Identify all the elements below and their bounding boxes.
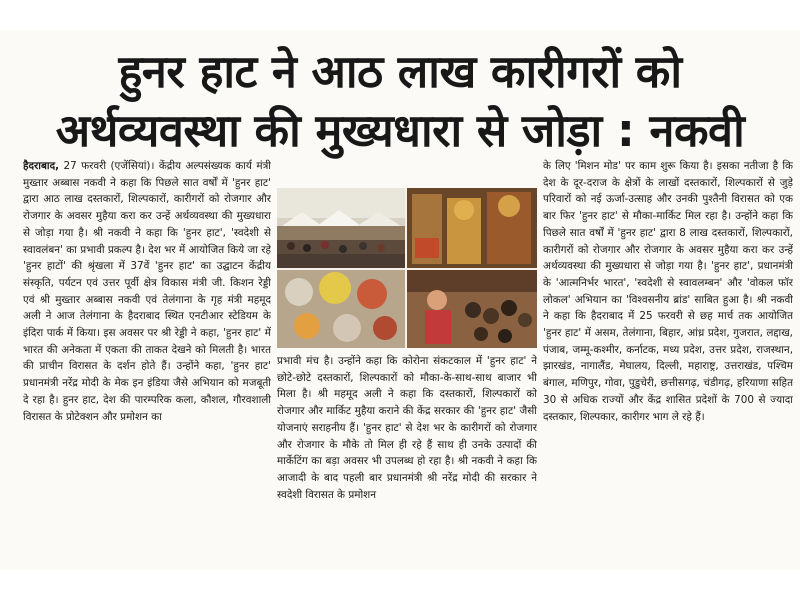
article-column-2 (277, 353, 537, 568)
article-column-1 (23, 158, 271, 568)
article-column-3 (543, 158, 793, 568)
column-3-text: के लिए 'मिशन मोड' पर काम शुरू किया है। इसका नतीजा है कि देश के दूर-दराज के क्षेत्रों के लाखों दस्तकारों, शिल्पकारों से जुड़े परिवारों को नई ऊर्जा-उत्साह और उनकी पुश्तैनी विरासत को एक बार फिर 'हुनर हाट' से मौका-मार्किट मिल रहा है। उन्होंने कहा कि पिछले सात वर्षों में 'हुनर हाट' द्वारा 8 लाख दस्तकारों, शिल्पकारों, कारीगरों को रोजगार और रोजगार के अवसर मुहैया करा कर उन्हें अर्थव्यवस्था की मुख्यधारा से जोड़ा गया है। 'हुनर हाट', प्रधानमंत्री के 'आत्मनिर्भर भारत', 'स्वदेशी से स्वावलम्बन' और 'वोकल फॉर लोकल' अभियान का 'विश्वसनीय ब्रांड' साबित हुआ है। श्री नकवी ने कहा कि हैदराबाद में 25 फरवरी से छह मार्च तक आयोजित 'हुनर हाट' में असम, तेलंगाना, बिहार, आंध्र प्रदेश, गुजरात, लद्दाख, पंजाब, जम्मू-कश्मीर, कर्नाटक, मध्य प्रदेश, उत्तर प्रदेश, राजस्थान, झारखंड, नागालैंड, मेघालय, दिल्ली, महाराष्ट्र, उत्तराखंड, पश्चिम बंगाल, मणिपुर, गोवा, पुडुचेरी, छत्तीसगढ़, चंडीगढ़, हरियाणा सहित 30 से अधिक राज्यों और केंद्र शासित प्रदेशों के 700 से ज्यादा दस्तकार, शिल्पकार, कारीगर भाग ले रहे हैं। (543, 160, 793, 423)
newspaper-clipping (0, 30, 800, 570)
column-1-text: 27 फरवरी (एजेंसियां)। केंद्रीय अल्पसंख्यक कार्य मंत्री मुख्तार अब्बास नकवी ने कहा कि पिछले सात वर्षों में 'हुनर हाट' द्वारा आठ लाख दस्तकारों, शिल्पकारों, कारीगरों को रोजगार और रोजगार के अवसर मुहैया करा कर उन्हें अर्थव्यवस्था की मुख्यधारा से जोड़ा गया है। श्री नकवी ने कहा कि 'हुनर हाट', 'स्वदेशी से स्वावलंबन' का प्रभावी प्रकल्प है। देश भर में आयोजित किये जा रहे 'हुनर हाटों' की श्रृंखला में 37वें 'हुनर हाट' का उद्घाटन केंद्रीय संस्कृति, पर्यटन एवं उत्तर पूर्वी क्षेत्र विकास मंत्री जी. किशन रेड्डी एवं श्री मुख्तार अब्बास नकवी एवं तेलंगाना के गृह मंत्री महमूद अली ने आज तेलंगाना के हैदराबाद स्थित एनटीआर स्टेडियम के इंदिरा पार्क में किया। इस अवसर पर श्री रेड्डी ने कहा, 'हुनर हाट' में भारत की अनेकता में एकता की ताकत देखने को मिलती है। भारत की प्राचीन विरासत के दर्शन होते हैं। उन्होंने कहा, 'हुनर हाट' प्रधानमंत्री नरेंद्र मोदी के मेक इन इंडिया जैसे अभियान को मजबूती दे रहा है। हुनर हाट, देश की पारम्परिक कला, कौशल, गौरवशाली विरासत के प्रोटेक्शन और प्रमोशन का (23, 160, 271, 423)
hunar-haat-photo-collage (277, 188, 537, 348)
column-2-text: प्रभावी मंच है। उन्होंने कहा कि कोरोना संकटकाल में 'हुनर हाट' ने छोटे-छोटे दस्तकारों, शिल्पकारों को मौका-के-साथ-साथ बाजार भी मिला है। श्री महमूद अली ने कहा कि दस्तकारों, शिल्पकारों को रोजगार और मार्किट मुहैया कराने की केंद्र सरकार की 'हुनर हाट' जैसी योजनाएं सराहनीय हैं। 'हुनर हाट' से देश भर के कारीगरों को रोजगार और रोजगार के मौके तो मिल ही रहे हैं साथ ही उनके उत्पादों की मार्केटिंग का बड़ा अवसर भी उपलब्ध हो रहा है। श्री नकवी ने कहा कि आजादी के बाद पहली बार प्रधानमंत्री श्री नरेंद्र मोदी की सरकार ने स्वदेशी विरासत के प्रमोशन (277, 355, 537, 501)
dateline: हैदराबाद, (23, 160, 60, 172)
headline-line-1: हुनर हाट ने आठ लाख कारीगरों को (118, 45, 682, 98)
headline-line-2: अर्थव्यवस्था की मुख्यधारा से जोड़ा : नकवी (55, 104, 745, 157)
headline (10, 42, 790, 160)
